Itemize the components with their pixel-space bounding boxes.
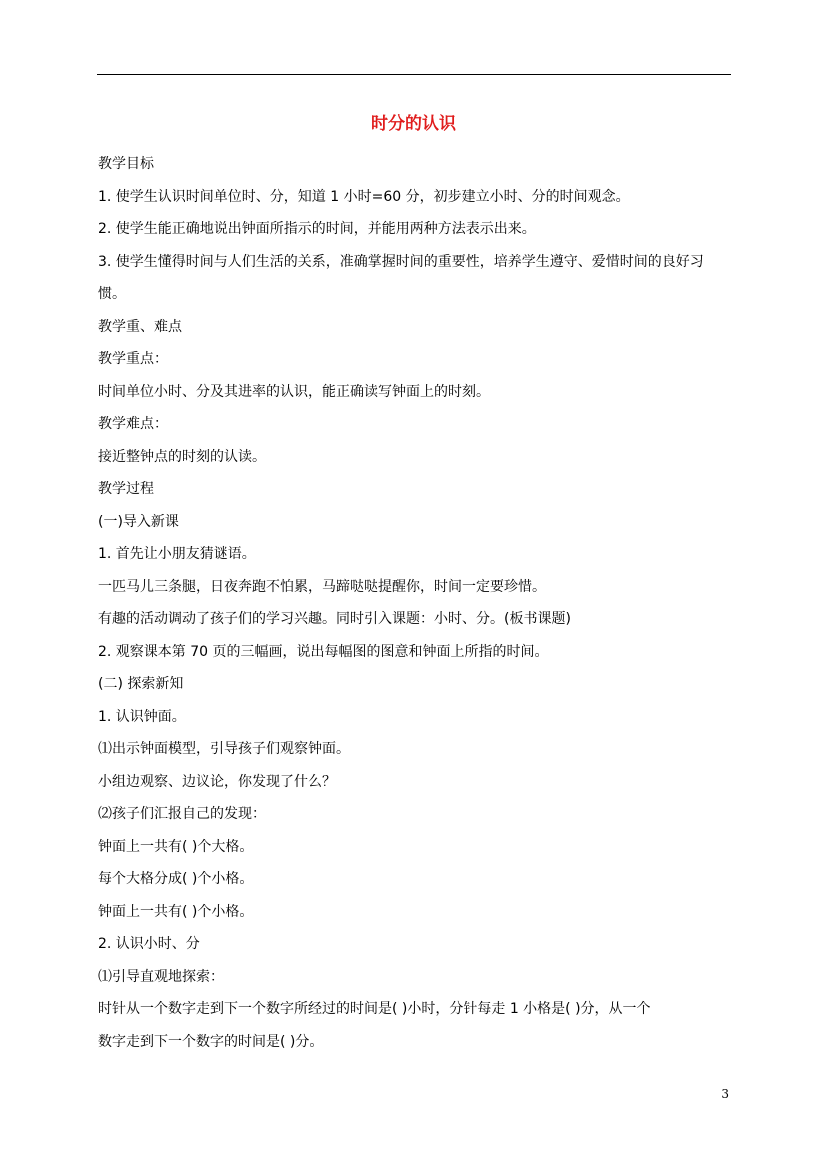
text-line: 教学过程 <box>98 481 154 497</box>
text-line: 2. 使学生能正确地说出钟面所指示的时间，并能用两种方法表示出来。 <box>98 221 536 237</box>
text-line: ⑴引导直观地探索： <box>98 968 224 985</box>
text-line: (二) 探索新知 <box>98 676 184 692</box>
text-line: 接近整钟点的时刻的认读。 <box>98 448 266 465</box>
text-line: 数字走到下一个数字的时间是( )分。 <box>98 1033 324 1050</box>
text-line: (一)导入新课 <box>98 513 179 530</box>
text-line: 2. 观察课本第 70 页的三幅画，说出每幅图的图意和钟面上所指的时间。 <box>98 643 549 660</box>
text-line: 教学难点： <box>98 416 168 432</box>
page-number: 3 <box>721 1087 729 1101</box>
text-line: 1. 首先让小朋友猜谜语。 <box>98 546 256 562</box>
text-line: 钟面上一共有( )个大格。 <box>98 838 254 855</box>
text-line: 3. 使学生懂得时间与人们生活的关系，准确掌握时间的重要性，培养学生遵守、爱惜时间的良好习 <box>98 253 704 270</box>
text-line: ⑴出示钟面模型，引导孩子们观察钟面。 <box>98 741 350 757</box>
document-title: 时分的认识 <box>371 114 456 134</box>
text-line: 教学重点： <box>98 351 168 367</box>
text-line: 每个大格分成( )个小格。 <box>98 871 254 887</box>
text-line: 小组边观察、边议论，你发现了什么？ <box>98 773 336 790</box>
text-line: 1. 使学生认识时间单位时、分，知道 1 小时=60 分，初步建立小时、分的时间观念。 <box>98 188 630 205</box>
text-line: 教学重、难点 <box>98 318 182 335</box>
text-line: 一匹马儿三条腿，日夜奔跑不怕累，马蹄哒哒提醒你，时间一定要珍惜。 <box>98 578 546 595</box>
text-line: 时间单位小时、分及其进率的认识，能正确读写钟面上的时刻。 <box>98 383 490 400</box>
text-line: 1. 认识钟面。 <box>98 708 186 725</box>
text-line: 教学目标 <box>98 156 154 172</box>
text-line: 2. 认识小时、分 <box>98 936 200 952</box>
text-line: 钟面上一共有( )个小格。 <box>98 903 254 920</box>
text-line: 时针从一个数字走到下一个数字所经过的时间是( )小时，分针每走 1 小格是( )分，从一个 <box>98 1001 651 1017</box>
document-body <box>98 148 732 1058</box>
header-rule <box>97 74 731 75</box>
text-line: ⑵孩子们汇报自己的发现： <box>98 806 266 822</box>
text-line: 惯。 <box>98 286 126 302</box>
text-line: 有趣的活动调动了孩子们的学习兴趣。同时引入课题：小时、分。(板书课题) <box>98 611 571 627</box>
